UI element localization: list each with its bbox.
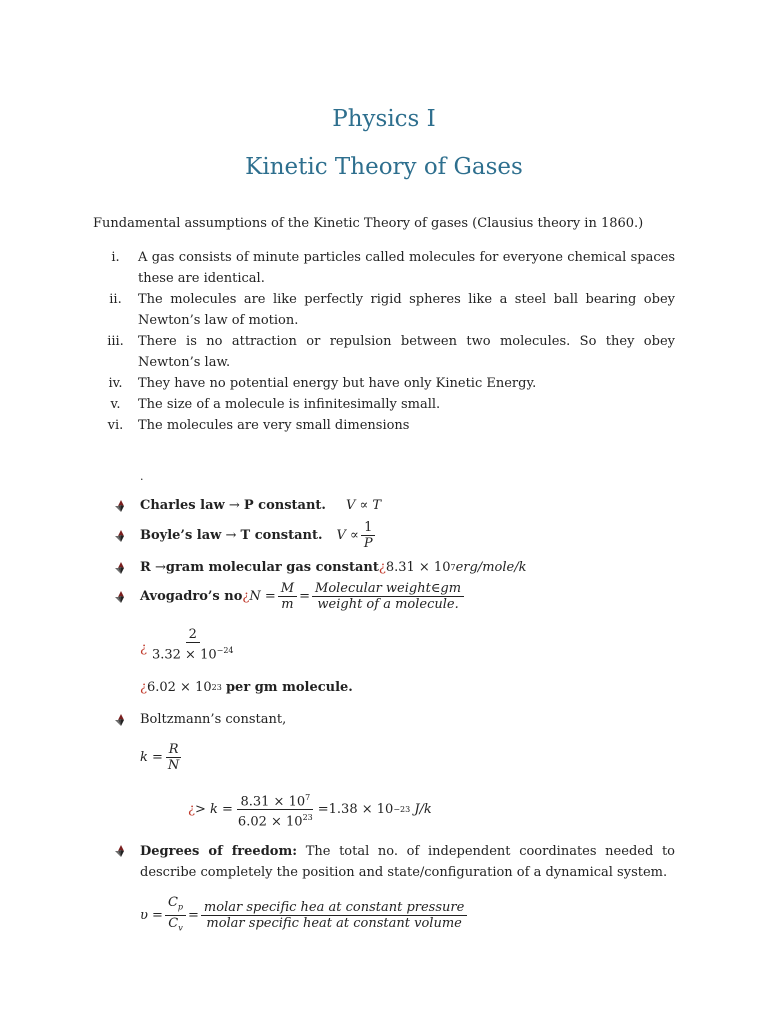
boltzmann-label: Boltzmann’s constant, (140, 712, 287, 727)
equation-placeholder-glyph: ¿ (188, 802, 195, 818)
fraction-numerator: Molecular weight∈gm (312, 581, 464, 597)
avogadro-fraction-1 (278, 581, 297, 612)
denominator-exponent: 23 (302, 813, 313, 823)
equation-placeholder-glyph: ¿ (242, 589, 250, 604)
list-number: iv. (108, 376, 123, 391)
gamma-fraction-1 (165, 895, 186, 935)
list-item (93, 415, 675, 436)
k-fraction (165, 742, 182, 773)
list-item (93, 394, 675, 415)
fraction-numerator: C (167, 895, 178, 910)
dof-paragraph (140, 841, 675, 883)
intro-text: Fundamental assumptions of the Kinetic Theory of gases (Clausius theory in 1860.) (93, 216, 644, 231)
k-unit: J/k (414, 802, 432, 818)
bullet-arrow-icon (114, 713, 128, 727)
list-number: v. (110, 397, 121, 412)
k-calc-lhs: > k = (194, 802, 233, 818)
gamma-lhs: υ = (140, 907, 163, 923)
avogadro-result (140, 680, 353, 695)
avogadro-row (114, 581, 466, 612)
arrow-symbol: → (154, 560, 166, 575)
k-definition (140, 742, 184, 773)
boyle-fraction (361, 520, 376, 551)
r-label: R (140, 560, 151, 575)
list-text: The molecules are very small dimensions (138, 418, 410, 433)
denominator-subscript: v (178, 923, 183, 933)
arrow-symbol: → (225, 528, 237, 543)
charles-law-row (114, 498, 381, 513)
fraction-numerator: 2 (186, 627, 200, 643)
avogadro-label: Avogadro’s no (140, 589, 243, 604)
list-number: vi. (107, 418, 124, 433)
fraction-denominator: P (363, 536, 373, 551)
arrow-symbol: → (228, 498, 240, 513)
k-result-exponent: −23 (393, 805, 411, 815)
dof-label: Degrees of freedom: (140, 844, 298, 859)
equation-placeholder-glyph: ¿ (140, 641, 147, 657)
list-number: i. (111, 250, 120, 265)
fraction-denominator: m (281, 597, 294, 612)
stray-dot: . (140, 470, 144, 483)
list-item (93, 331, 675, 373)
list-text: They have no potential energy but have only Kinetic Energy. (138, 376, 537, 391)
fraction-denominator: C (168, 915, 179, 931)
fraction-denominator: 6.02 × 10 (237, 814, 303, 830)
dof-text: The total no. of independent coordinates needed to describe completely the position and state/configuration of a dynamical system. (140, 844, 675, 880)
list-item (93, 373, 675, 394)
list-number: iii. (107, 334, 124, 349)
k-result: =1.38 × 10 (317, 802, 394, 818)
boyle-condition: T constant. (240, 528, 323, 543)
boyle-label: Boyle’s law (140, 528, 222, 543)
fraction-numerator: 8.31 × 10 (240, 794, 306, 810)
avogadro-calc-fraction (149, 627, 237, 662)
fraction-numerator: M (278, 581, 297, 597)
fraction-denominator: 3.32 × 10 (151, 647, 217, 663)
list-text: There is no attraction or repulsion between two molecules. So they obey Newton’s law. (138, 334, 675, 370)
charles-label: Charles law (140, 498, 225, 513)
r-description: gram molecular gas constant (165, 560, 379, 575)
list-text: A gas consists of minute particles called molecules for everyone chemical spaces these are identical. (138, 250, 675, 286)
fraction-numerator: molar specific hea at constant pressure (201, 900, 467, 916)
charles-condition: P constant. (243, 498, 326, 513)
fraction-denominator: weight of a molecule. (317, 597, 459, 612)
equation-placeholder-glyph: ¿ (140, 680, 147, 695)
k-lhs: k = (140, 750, 163, 765)
boyle-law-row (114, 520, 378, 551)
equals-sign: = (299, 589, 311, 604)
charles-formula: V ∝ T (345, 498, 382, 513)
avogadro-value: 6.02 × 10 (146, 680, 212, 695)
boyle-formula-lhs: V ∝ (336, 528, 359, 543)
numerator-subscript: p (177, 902, 184, 912)
r-exponent: 7 (450, 563, 456, 572)
bullet-arrow-icon (114, 590, 128, 604)
bullet-arrow-icon (114, 561, 128, 575)
equals-sign: = (188, 907, 199, 923)
numerator-exponent: 7 (305, 793, 311, 802)
bullet-arrow-icon (114, 529, 128, 543)
avogadro-lhs: N = (249, 589, 276, 604)
gamma-fraction-2 (201, 900, 467, 931)
avogadro-calc (140, 627, 239, 662)
r-constant-row (114, 560, 526, 575)
list-text: The size of a molecule is infinitesimally small. (138, 397, 441, 412)
avogadro-fraction-2 (312, 581, 464, 612)
list-item (93, 289, 675, 331)
avogadro-unit: per gm molecule. (225, 680, 353, 695)
r-unit: erg/mole/k (455, 560, 527, 575)
r-value: 8.31 × 10 (385, 560, 451, 575)
assumptions-list (93, 247, 675, 436)
page-title: Physics I (332, 106, 436, 132)
bullet-arrow-icon (114, 844, 128, 858)
list-item (93, 247, 675, 289)
list-text: The molecules are like perfectly rigid spheres like a steel ball bearing obey Newton’s law of motion. (138, 292, 675, 328)
page-subtitle: Kinetic Theory of Gases (245, 154, 523, 180)
denominator-exponent: −24 (216, 646, 234, 655)
gamma-equation (140, 895, 469, 935)
k-calculation (188, 790, 432, 830)
boltzmann-row (114, 712, 286, 727)
fraction-denominator: molar specific heat at constant volume (206, 915, 462, 931)
k-calc-fraction (235, 790, 316, 830)
list-number: ii. (109, 292, 122, 307)
fraction-numerator: R (166, 742, 182, 758)
fraction-numerator: 1 (361, 520, 375, 536)
avogadro-exponent: 23 (211, 683, 222, 692)
bullet-arrow-icon (114, 499, 128, 513)
equation-placeholder-glyph: ¿ (378, 560, 386, 575)
fraction-denominator: N (167, 758, 180, 773)
dof-bullet (114, 844, 140, 858)
